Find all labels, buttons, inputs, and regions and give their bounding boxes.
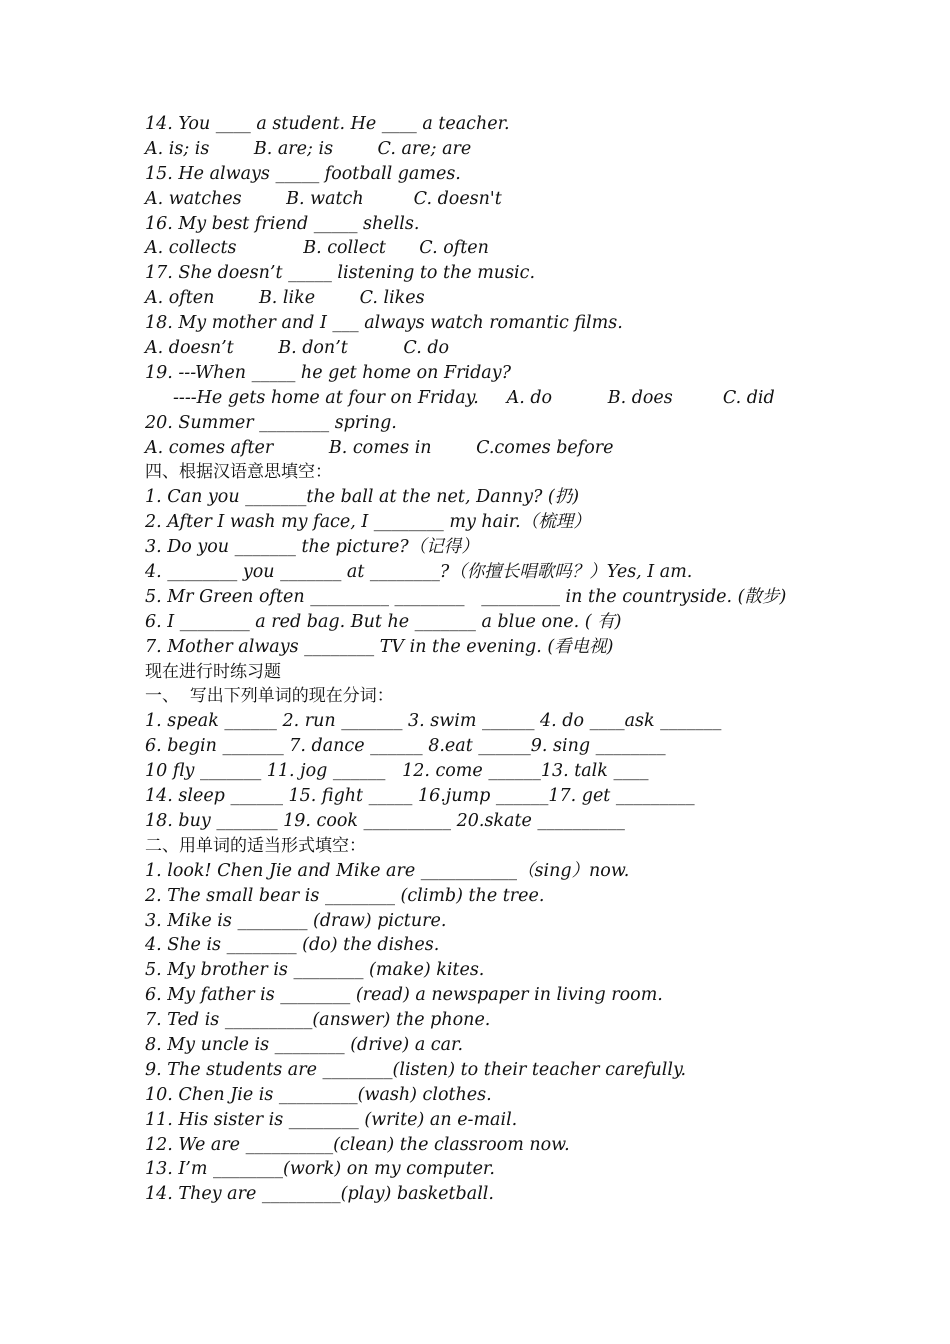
question-line: 2. The small bear is ________ (climb) the tree. — [145, 885, 545, 906]
answer-options-line: ----He gets home at four on Friday. A. do B. does C. did — [173, 387, 775, 408]
question-line: 20. Summer ________ spring. — [145, 412, 397, 433]
exercise-text — [145, 112, 905, 1207]
question-line: 5. Mr Green often _________ ________ _________ in the countryside. (散步) — [145, 586, 787, 607]
question-line: 15. He always _____ football games. — [145, 163, 461, 184]
question-line: 6. My father is ________ (read) a newspaper in living room. — [145, 985, 663, 1006]
question-line: 3. Do you _______ the picture?（记得） — [145, 537, 479, 558]
word-list-line: 6. begin _______ 7. dance ______ 8.eat ______9. sing ________ — [145, 736, 666, 757]
options-line: A. doesn’t B. don’t C. do — [145, 338, 450, 359]
question-line: 3. Mike is ________ (draw) picture. — [145, 910, 447, 931]
question-line: 2. After I wash my face, I ________ my hair.（梳理） — [145, 512, 591, 533]
question-line: 14. You ____ a student. He ____ a teacher. — [145, 114, 510, 134]
question-line: 7. Ted is __________(answer) the phone. — [145, 1010, 491, 1031]
question-line: 17. She doesn’t _____ listening to the music. — [145, 263, 536, 284]
section-heading: 四、根据汉语意思填空： — [145, 462, 332, 483]
question-line: 9. The students are ________(listen) to their teacher carefully. — [145, 1059, 687, 1080]
question-line: 12. We are __________(clean) the classroom now. — [145, 1134, 570, 1155]
word-list-line: 18. buy _______ 19. cook __________ 20.skate __________ — [145, 810, 625, 831]
options-line: A. is; is B. are; is C. are; are — [145, 138, 472, 159]
word-list-line: 10 fly _______ 11. jog ______ 12. come ______13. talk ____ — [145, 761, 649, 782]
section-title: 现在进行时练习题 — [145, 661, 281, 682]
word-list-line: 1. speak ______ 2. run _______ 3. swim ______ 4. do ____ask _______ — [145, 711, 722, 732]
question-line: 19. ---When _____ he get home on Friday? — [145, 362, 511, 383]
question-line: 7. Mother always ________ TV in the evening. (看电视) — [145, 636, 614, 657]
options-line: A. collects B. collect C. often — [145, 238, 489, 259]
question-line: 5. My brother is ________ (make) kites. — [145, 960, 485, 981]
question-line: 13. I’m ________(work) on my computer. — [145, 1159, 495, 1180]
question-line: 14. They are _________(play) basketball. — [145, 1184, 494, 1205]
question-line: 4. ________ you _______ at ________?（你擅长唱歌吗？）Yes, I am. — [145, 562, 693, 583]
question-line: 1. look! Chen Jie and Mike are ___________（sing）now. — [145, 860, 630, 881]
options-line: A. often B. like C. likes — [145, 288, 425, 309]
question-line: 11. His sister is ________ (write) an e-mail. — [145, 1109, 518, 1130]
section-heading: 二、用单词的适当形式填空： — [145, 835, 366, 856]
question-line: 1. Can you _______the ball at the net, Danny? (扔) — [145, 487, 580, 508]
question-line: 6. I ________ a red bag. But he _______ a blue one. ( 有) — [145, 611, 622, 632]
question-line: 4. She is ________ (do) the dishes. — [145, 935, 440, 956]
question-line: 18. My mother and I ___ always watch romantic films. — [145, 313, 623, 334]
question-line: 10. Chen Jie is _________(wash) clothes. — [145, 1084, 492, 1105]
question-line: 16. My best friend _____ shells. — [145, 213, 420, 234]
word-list-line: 14. sleep ______ 15. fight _____ 16.jump ______17. get _________ — [145, 786, 695, 807]
question-line: 8. My uncle is ________ (drive) a car. — [145, 1034, 464, 1055]
options-line: A. comes after B. comes in C.comes before — [145, 437, 614, 458]
options-line: A. watches B. watch C. doesn't — [145, 188, 502, 209]
section-heading: 一、 写出下列单词的现在分词： — [145, 686, 394, 707]
